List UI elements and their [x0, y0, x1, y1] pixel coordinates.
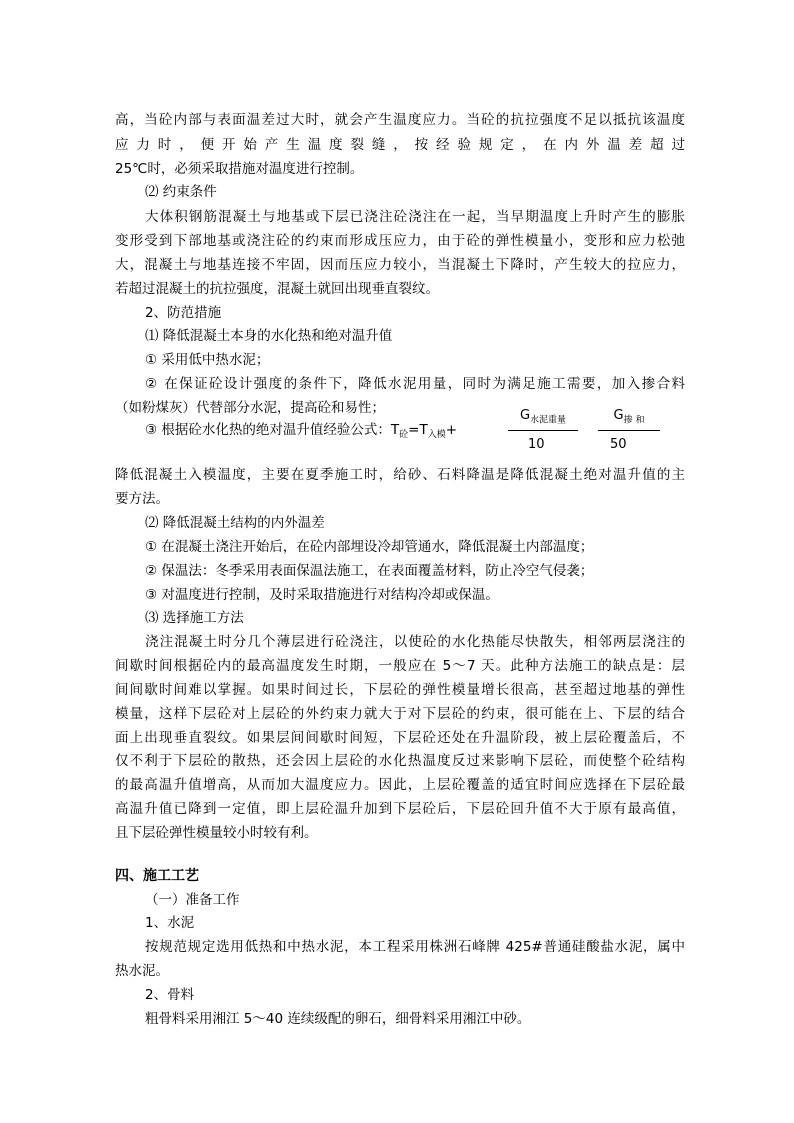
subheading-reduce-heat: ⑴ 降低混凝土本身的水化热和绝对温升值 [145, 328, 393, 344]
paragraph-line: （如粉煤灰）代替部分水泥，提高砼和易性； [115, 400, 385, 416]
list-item: ② 在保证砼设计强度的条件下，降低水泥用量，同时为满足施工需要，加入掺合料 [145, 376, 685, 392]
formula-line [145, 418, 457, 444]
formula-sub-placement: 入模 [427, 430, 446, 440]
section-heading: 四、施工工艺 [115, 868, 199, 884]
fraction-subscript: 水泥重量 [530, 415, 567, 426]
paragraph-line: 的最高温升值增高，从而加大温度应力。因此，上层砼覆盖的适宜时间应选择在下层砼最 [115, 777, 685, 793]
subheading-cement: 1、水泥 [145, 915, 195, 931]
fraction-subscript: 掺 和 [623, 415, 645, 426]
paragraph-line: 且下层砼弹性模量较小时较有利。 [115, 825, 318, 841]
formula-sub-concrete: 砼 [399, 430, 409, 440]
paragraph-line: 25℃时，必须采取措施对温度进行控制。 [115, 161, 364, 177]
paragraph-line: 模量，这样下层砼对上层砼的外约束力就大于对下层砼的约束，很可能在上、下层的结合 [115, 706, 685, 722]
fraction-denominator: 10 [528, 436, 545, 452]
paragraph-line: 大体积钢筋混凝土与地基或下层已浇注砼浇注在一起，当早期温度上升时产生的膨胀 [145, 209, 685, 225]
paragraph-line: 仅不利于下层砼的散热，还会因上层砼的水化热温度反过来影响下层砼，而使整个砼结构 [115, 753, 685, 769]
paragraph-line: 降低混凝土入模温度，主要在夏季施工时，给砂、石料降温是降低混凝土绝对温升值的主 [115, 467, 685, 483]
list-item: ① 在混凝土浇注开始后，在砼内部埋设冷却管通水，降低混凝土内部温度； [145, 539, 594, 555]
subheading-constraint: ⑵ 约束条件 [145, 184, 217, 200]
paragraph-line: 高温升值已降到一定值，即上层砼温升加到下层砼后，下层砼回升值不大于原有最高值， [115, 801, 685, 817]
formula-prefix: ③ 根据砼水化热的绝对温升值经验公式：T [145, 422, 400, 438]
fraction-admixture [598, 408, 660, 452]
formula-mid: =T [408, 422, 428, 438]
list-item: ③ 对温度进行控制，及时采取措施进行对结构冷却或保温。 [145, 587, 499, 603]
paragraph-line: 按规范规定选用低热和中热水泥，本工程采用株洲石峰牌 425#普通硅酸盐水泥，属中 [145, 939, 685, 955]
paragraph-line: 浇注混凝土时分几个薄层进行砼浇注，以使砼的水化热能尽快散失，相邻两层浇注的 [145, 634, 685, 650]
paragraph-line: 高，当砼内部与表面温差过大时，就会产生温度应力。当砼的抗拉强度不足以抵抗该温度 [115, 112, 685, 128]
subheading-preparation: （一）准备工作 [145, 892, 240, 908]
subheading-reduce-diff: ⑵ 降低混凝土结构的内外温差 [145, 515, 325, 531]
paragraph-line: 间歇时间根据砼内的最高温度发生时期，一般应在 5～7 天。此种方法施工的缺点是：层 [115, 658, 685, 674]
list-item: ② 保温法：冬季采用表面保温法施工，在表面覆盖材料，防止冷空气侵袭； [145, 563, 594, 579]
paragraph-line: 要方法。 [115, 491, 169, 507]
list-item: ① 采用低中热水泥； [145, 352, 270, 368]
paragraph-line: 变形受到下部地基或浇注砼的约束而形成压应力，由于砼的弹性模量小，变形和应力松弛 [115, 233, 685, 249]
subheading-aggregate: 2、骨料 [145, 987, 195, 1003]
subheading-method: ⑶ 选择施工方法 [145, 610, 244, 626]
paragraph-line: 粗骨料采用湘江 5～40 连续级配的卵石，细骨料采用湘江中砂。 [145, 1011, 531, 1027]
paragraph-line: 热水泥。 [115, 963, 169, 979]
paragraph-line: 面上出现垂直裂纹。如果层间间歇时间短，下层砼还处在升温阶段，被上层砼覆盖后，不 [115, 730, 685, 746]
subheading-prevention: 2、防范措施 [145, 305, 222, 321]
fraction-denominator: 50 [610, 436, 627, 452]
fraction-numerator: G [613, 408, 624, 423]
fraction-numerator: G [519, 408, 531, 423]
paragraph-line: 若超过混凝土的抗拉强度，混凝土就回出现垂直裂纹。 [115, 281, 439, 297]
paragraph-line: 大，混凝土与地基连接不牢固，因而压应力较小，当混凝土下降时，产生较大的拉应力， [115, 257, 685, 273]
formula-suffix: + [445, 422, 458, 438]
fraction-cement [508, 408, 578, 452]
paragraph-line: 间间歇时间难以掌握。如果时间过长，下层砼的弹性模量增长很高，甚至超过地基的弹性 [115, 682, 685, 698]
paragraph-line: 应力时，便开始产生温度裂缝，按经验规定，在内外温差超过 [115, 137, 685, 153]
